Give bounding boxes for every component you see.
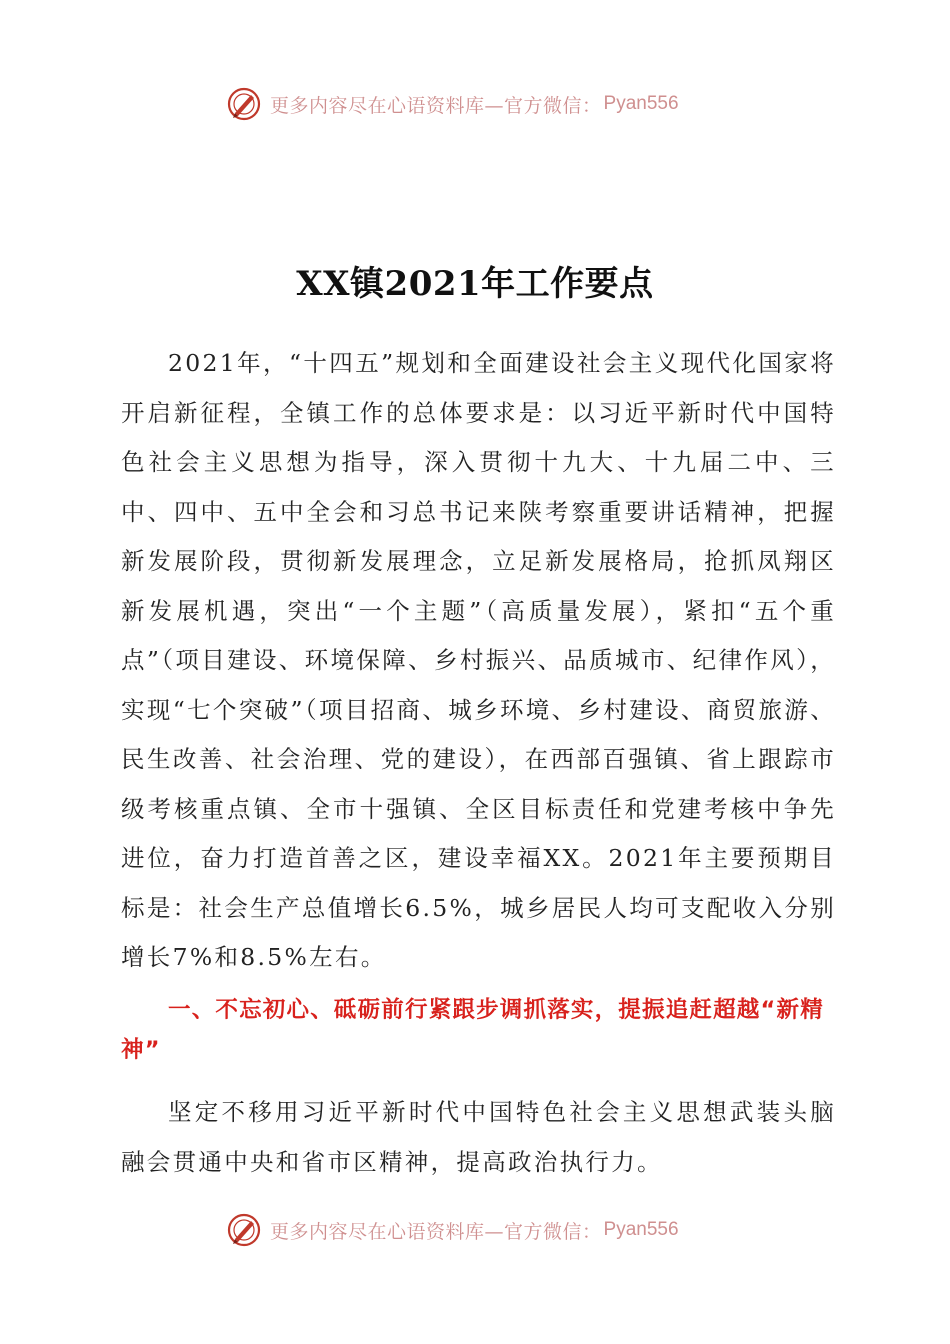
watermark-wechat-id: Pyan556 [603, 93, 679, 114]
document-title: XX镇2021年工作要点 [296, 264, 654, 304]
body-paragraph-2: 坚定不移用习近平新时代中国特色社会主义思想武装头脑融会贯通中央和省市区精神，提高政治执行力。 [121, 1098, 836, 1176]
body-paragraph-1: 2021年，“十四五”规划和全面建设社会主义现代化国家将开启新征程，全镇工作的总体要求是：以习近平新时代中国特色社会主义思想为指导，深入贯彻十九大、十九届二中、三中、四中、五中全会和习总书记来陕考察重要讲话精神，把握新发展阶段，贯彻新发展理念，立足新发展格局，抢抓凤翔区新发展机遇，突出“一个主题”（高质量发展），紧扣“五个重点”（项目建设、环境保障、乡村振兴、品质城市、纪律作风），实现“七个突破”（项目招商、城乡环境、乡村建设、商贸旅游、民生改善、社会治理、党的建设），在西部百强镇、省上跟踪市级考核重点镇、全市十强镇、全区目标责任和党建考核中争先进位，奋力打造首善之区，建设幸福XX。2021年主要预期目标是：社会生产总值增长6.5%，城乡居民人均可支配收入分别增长7%和8.5%左右。 [121, 349, 836, 971]
pen-circle-logo-icon [226, 86, 262, 122]
watermark-wechat-id: Pyan556 [603, 1219, 679, 1240]
section-heading-1: 一、不忘初心、砥砺前行紧跟步调抓落实，提振追赶超越“新精神” [121, 997, 824, 1063]
watermark-text: 更多内容尽在心语资料库—官方微信： [270, 94, 602, 117]
watermark-footer [226, 1210, 679, 1250]
watermark-text: 更多内容尽在心语资料库—官方微信： [270, 1220, 602, 1243]
watermark-header [226, 84, 679, 124]
pen-circle-logo-icon [226, 1212, 262, 1248]
